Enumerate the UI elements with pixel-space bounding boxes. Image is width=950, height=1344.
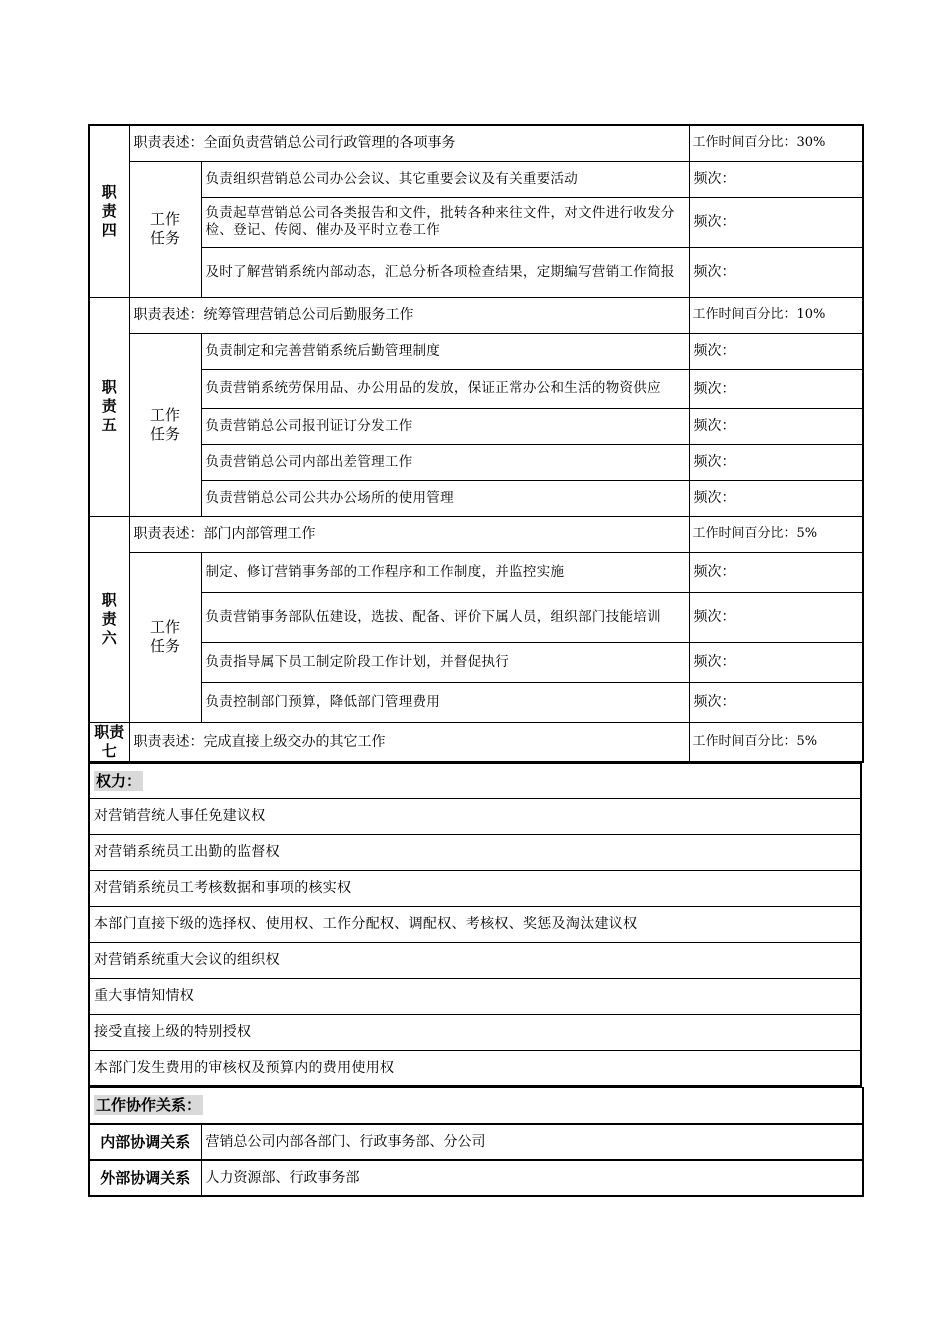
authority-item: 对营销系统员工考核数据和事项的核实权 <box>89 870 861 906</box>
duty-four-label: 职 责 四 <box>89 125 129 297</box>
external-relation-label: 外部协调关系 <box>89 1160 201 1196</box>
task-text: 负责营销总公司公共办公场所的使用管理 <box>201 480 689 516</box>
authority-item: 本部门发生费用的审核权及预算内的费用使用权 <box>89 1050 861 1086</box>
task-text: 负责控制部门预算，降低部门管理费用 <box>201 682 689 722</box>
duty-six-label: 职 责 六 <box>89 516 129 722</box>
internal-relation-label: 内部协调关系 <box>89 1124 201 1160</box>
duty-six-summary-row <box>89 516 863 552</box>
authority-item: 对营销系统员工出勤的监督权 <box>89 834 861 870</box>
duty-seven-summary: 职责表述：完成直接上级交办的其它工作 <box>129 722 689 762</box>
duty-four-percent: 工作时间百分比：30% <box>689 125 863 161</box>
task-text: 负责营销总公司报刊证订分发工作 <box>201 408 689 444</box>
duty-seven-percent: 工作时间百分比：5% <box>689 722 863 762</box>
duty-five-percent: 工作时间百分比：10% <box>689 297 863 333</box>
task-text: 负责营销系统劳保用品、办公用品的发放，保证正常办公和生活的物资供应 <box>201 369 689 408</box>
authority-table <box>88 763 862 1088</box>
table-row <box>89 247 863 297</box>
task-frequency: 频次： <box>689 592 863 642</box>
task-text: 及时了解营销系统内部动态，汇总分析各项检查结果，定期编写营销工作简报 <box>201 247 689 297</box>
duty-six-task-label: 工作 任务 <box>129 552 201 722</box>
task-frequency: 频次： <box>689 161 863 197</box>
duty-five-summary: 职责表述：统筹管理营销总公司后勤服务工作 <box>129 297 689 333</box>
task-frequency: 频次： <box>689 369 863 408</box>
authority-heading: 权力： <box>89 763 861 798</box>
duty-five-summary-row <box>89 297 863 333</box>
task-text: 制定、修订营销事务部的工作程序和工作制度，并监控实施 <box>201 552 689 592</box>
task-frequency: 频次： <box>689 642 863 682</box>
task-text: 负责制定和完善营销系统后勤管理制度 <box>201 333 689 369</box>
task-text: 负责组织营销总公司办公会议、其它重要会议及有关重要活动 <box>201 161 689 197</box>
table-row <box>89 552 863 592</box>
duty-four-task-label: 工作 任务 <box>129 161 201 297</box>
task-frequency: 频次： <box>689 480 863 516</box>
external-relation-row <box>89 1160 863 1196</box>
table-row <box>89 408 863 444</box>
authority-item: 本部门直接下级的选择权、使用权、工作分配权、调配权、考核权、奖惩及淘汰建议权 <box>89 906 861 942</box>
task-frequency: 频次： <box>689 197 863 247</box>
authority-item: 接受直接上级的特别授权 <box>89 1014 861 1050</box>
duties-table <box>88 124 864 763</box>
duty-seven-summary-row <box>89 722 863 762</box>
table-row <box>89 682 863 722</box>
table-row <box>89 444 863 480</box>
task-text: 负责营销事务部队伍建设，选拔、配备、评价下属人员，组织部门技能培训 <box>201 592 689 642</box>
task-frequency: 频次： <box>689 552 863 592</box>
task-text: 负责指导属下员工制定阶段工作计划，并督促执行 <box>201 642 689 682</box>
task-frequency: 频次： <box>689 682 863 722</box>
task-frequency: 频次： <box>689 333 863 369</box>
authority-item: 重大事情知情权 <box>89 978 861 1014</box>
duty-four-summary-row <box>89 125 863 161</box>
duty-six-summary: 职责表述：部门内部管理工作 <box>129 516 689 552</box>
table-row <box>89 480 863 516</box>
task-text: 负责营销总公司内部出差管理工作 <box>201 444 689 480</box>
table-row <box>89 369 863 408</box>
job-description-document <box>88 124 862 1197</box>
duty-four-summary: 职责表述：全面负责营销总公司行政管理的各项事务 <box>129 125 689 161</box>
relations-heading: 工作协作关系： <box>89 1088 863 1124</box>
authority-item: 对营销系统重大会议的组织权 <box>89 942 861 978</box>
task-text: 负责起草营销总公司各类报告和文件，批转各种来往文件，对文件进行收发分检、登记、传阅、催办及平时立卷工作 <box>201 197 689 247</box>
table-row <box>89 642 863 682</box>
relations-table <box>88 1087 864 1197</box>
task-frequency: 频次： <box>689 408 863 444</box>
table-row <box>89 197 863 247</box>
internal-relation-value: 营销总公司内部各部门、行政事务部、分公司 <box>201 1124 863 1160</box>
duty-five-label: 职 责 五 <box>89 297 129 516</box>
task-frequency: 频次： <box>689 247 863 297</box>
duty-seven-label: 职责 七 <box>89 722 129 762</box>
duty-five-task-label: 工作 任务 <box>129 333 201 516</box>
table-row <box>89 161 863 197</box>
table-row <box>89 333 863 369</box>
task-frequency: 频次： <box>689 444 863 480</box>
internal-relation-row <box>89 1124 863 1160</box>
external-relation-value: 人力资源部、行政事务部 <box>201 1160 863 1196</box>
authority-item: 对营销营统人事任免建议权 <box>89 798 861 834</box>
duty-six-percent: 工作时间百分比：5% <box>689 516 863 552</box>
table-row <box>89 592 863 642</box>
